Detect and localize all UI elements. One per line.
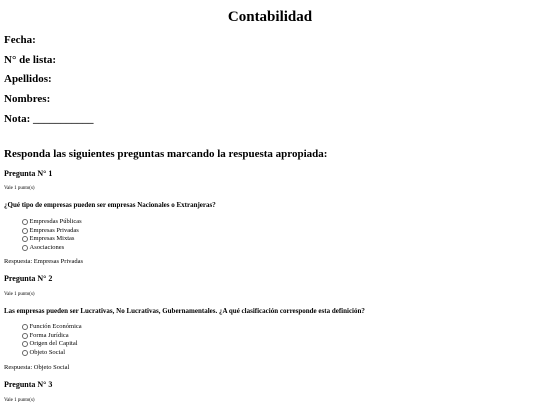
radio-button[interactable] xyxy=(22,324,28,330)
option-label: Origen del Capital xyxy=(29,340,78,347)
nota-label: Nota: ___________ xyxy=(4,113,94,125)
question-2-option[interactable] xyxy=(22,340,82,349)
question-1-text: ¿Qué tipo de empresas pueden ser empresas Nacionales o Extranjeras? xyxy=(4,201,216,209)
option-label: Empresas Mixtas xyxy=(29,235,75,242)
option-label: Empresdas Públicas xyxy=(29,218,82,225)
radio-button[interactable] xyxy=(22,245,28,251)
radio-button[interactable] xyxy=(22,341,28,347)
question-2-options xyxy=(22,323,82,357)
question-1-option[interactable] xyxy=(22,218,82,227)
question-2-option[interactable] xyxy=(22,332,82,341)
option-label: Objeto Social xyxy=(29,348,66,356)
nombres-label: Nombres: xyxy=(4,93,51,105)
question-1-value: Vale 1 punto(s) xyxy=(4,186,35,191)
question-2-value: Vale 1 punto(s) xyxy=(4,292,35,297)
question-1-label: Pregunta N° 1 xyxy=(4,169,53,178)
instructions-text: Responda las siguientes preguntas marcando la respuesta apropiada: xyxy=(4,148,328,160)
numero-lista-label: N° de lista: xyxy=(4,54,57,66)
page-title: Contabilidad xyxy=(227,9,313,25)
question-1-options xyxy=(22,218,82,252)
option-label: Empresas Privadas xyxy=(29,226,79,234)
question-2-option[interactable] xyxy=(22,323,82,332)
question-3-label: Pregunta N° 3 xyxy=(4,380,53,389)
question-2-label: Pregunta N° 2 xyxy=(4,274,53,283)
question-2-option[interactable] xyxy=(22,349,82,358)
radio-button[interactable] xyxy=(22,350,28,356)
option-label: Función Económica xyxy=(29,323,82,330)
fecha-label: Fecha: xyxy=(4,34,36,46)
option-label: Asociaciones xyxy=(29,243,65,251)
radio-button[interactable] xyxy=(22,236,28,242)
question-3-value: Vale 1 punto(s) xyxy=(4,398,35,403)
radio-button[interactable] xyxy=(22,333,28,339)
apellidos-label: Apellidos: xyxy=(4,73,52,85)
question-1-option[interactable] xyxy=(22,227,82,236)
question-1-answer: Respuesta: Empresas Privadas xyxy=(4,258,84,265)
question-1-option[interactable] xyxy=(22,235,82,244)
question-1-option[interactable] xyxy=(22,244,82,253)
option-label: Forma Jurídica xyxy=(29,331,69,339)
radio-button[interactable] xyxy=(22,219,28,225)
question-2-answer: Respuesta: Objeto Social xyxy=(4,364,70,371)
radio-button[interactable] xyxy=(22,228,28,234)
question-2-text: Las empresas pueden ser Lucrativas, No Lucrativas, Gubernamentales. ¿A qué clasificación corresponde esta definición? xyxy=(4,307,365,315)
